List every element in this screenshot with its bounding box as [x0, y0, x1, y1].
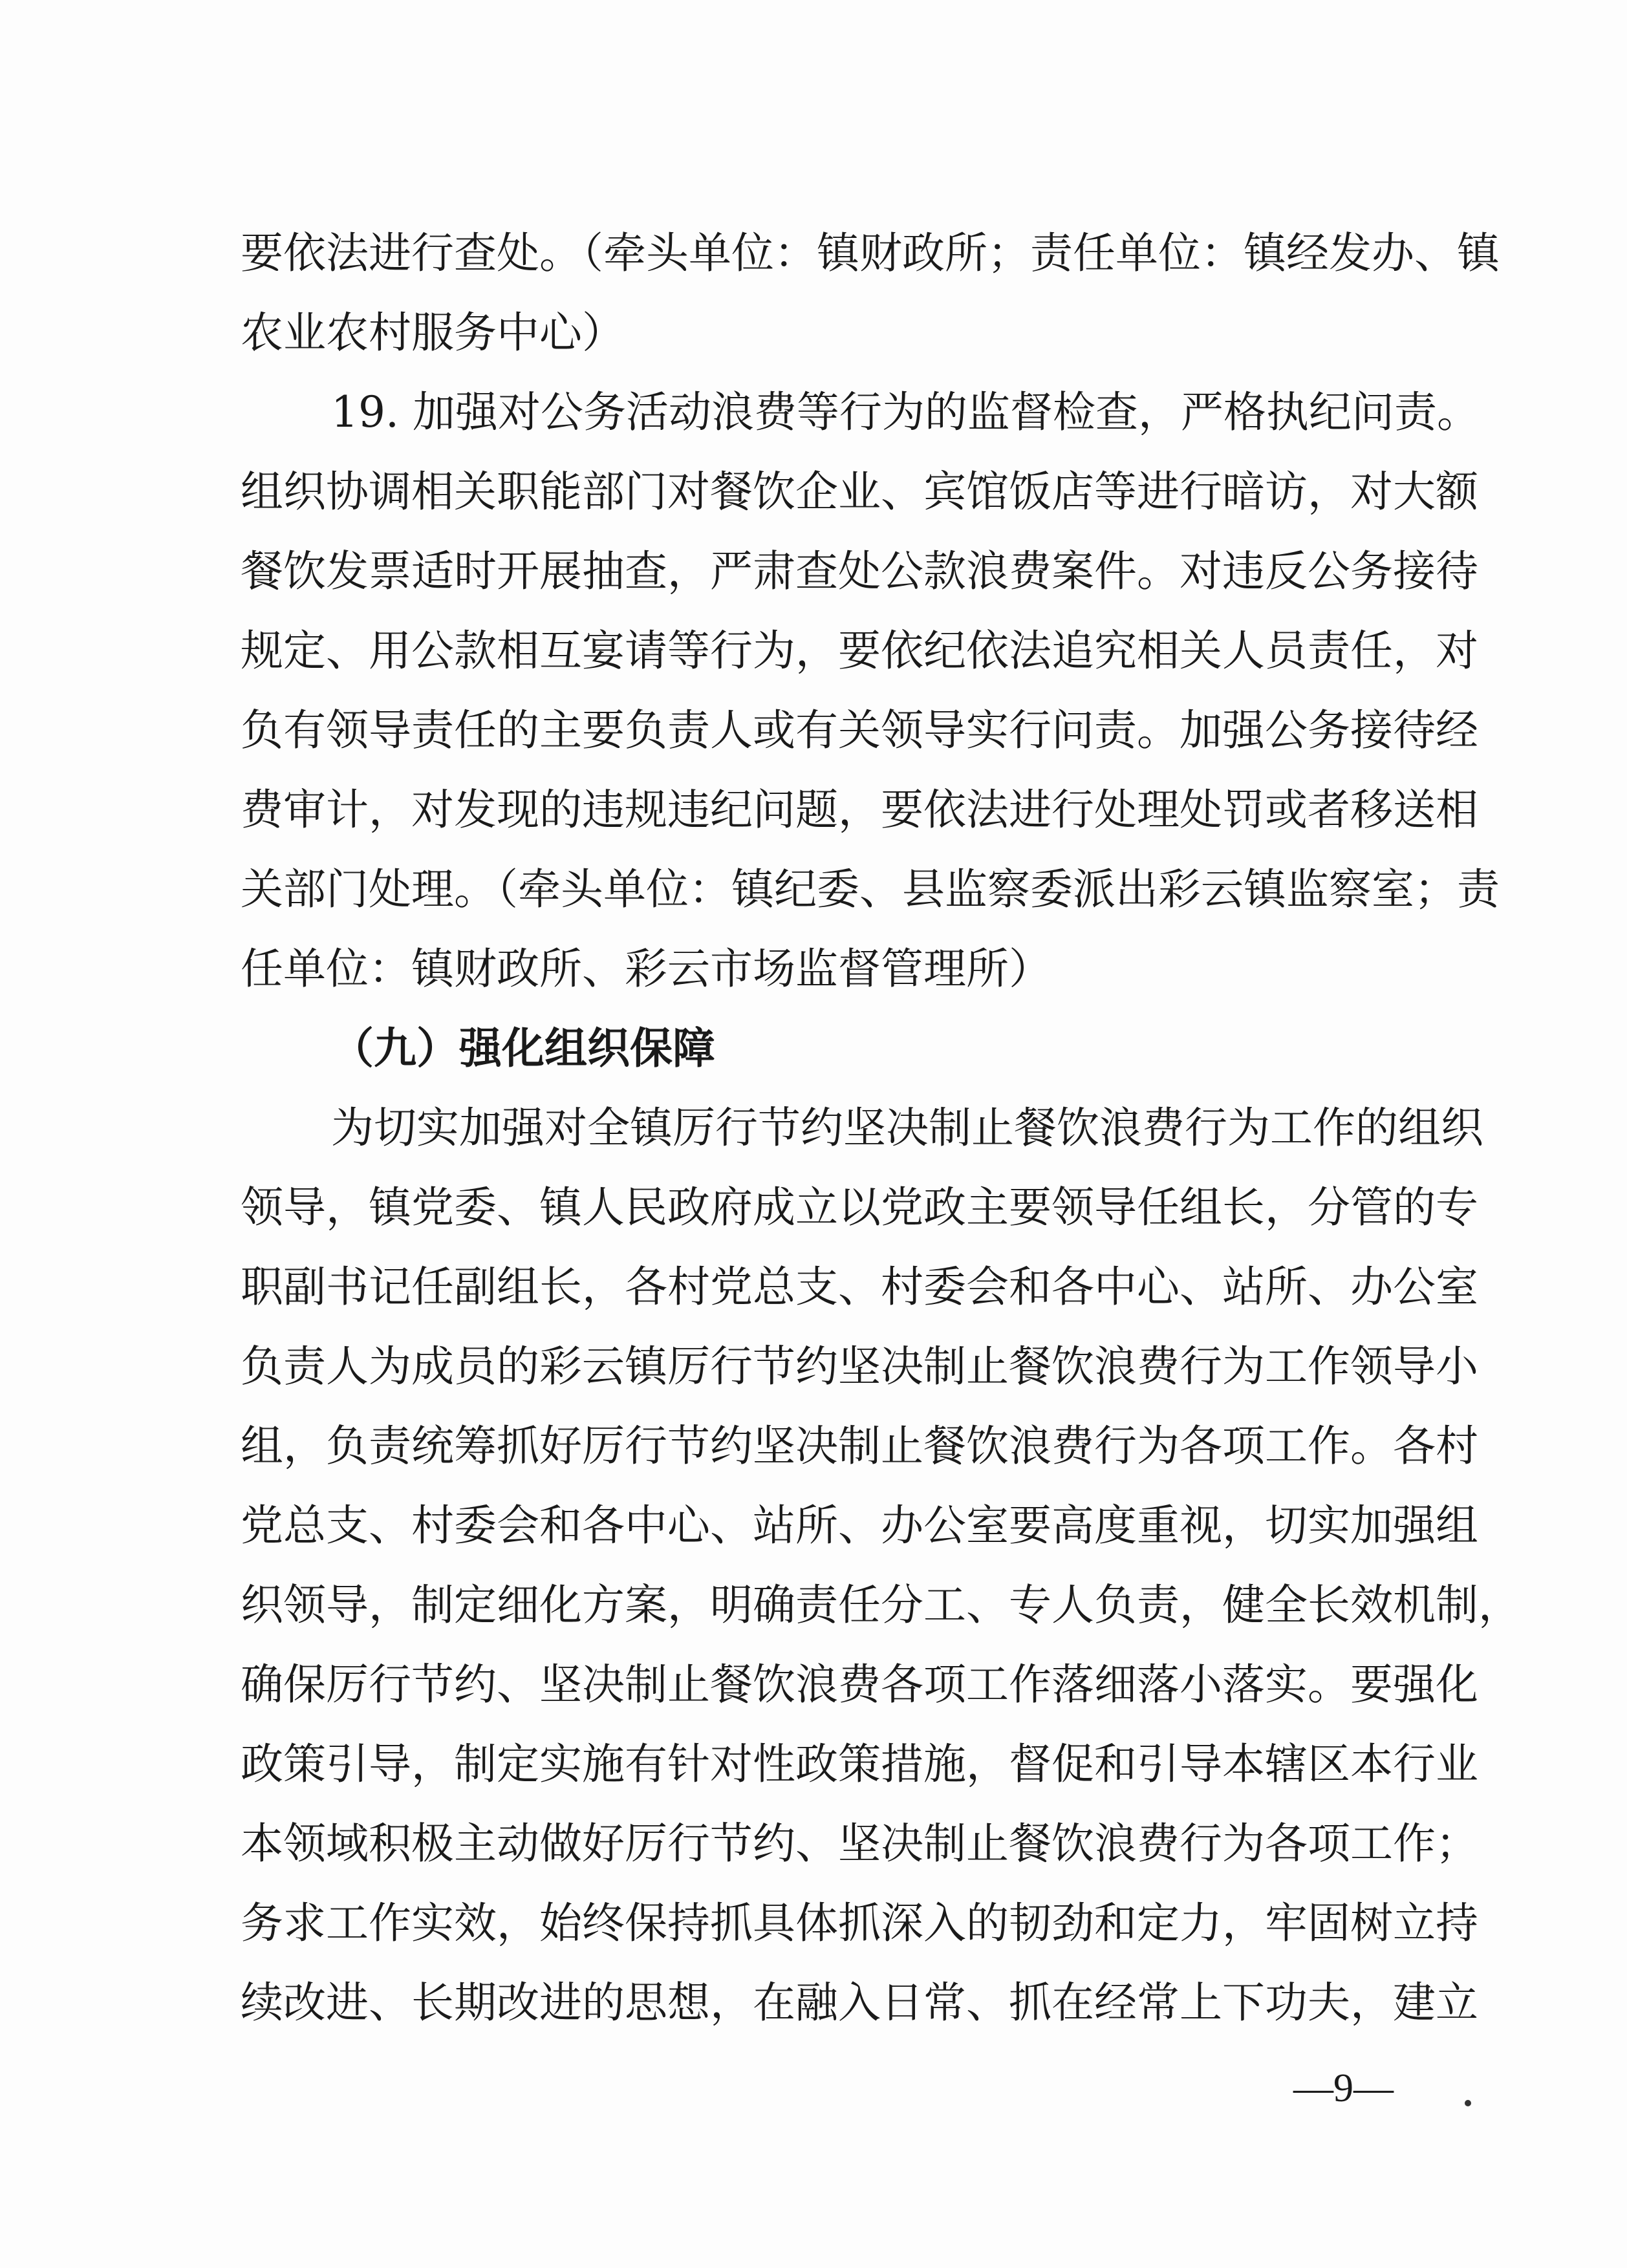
paragraph-line: 负有领导责任的主要负责人或有关领导实行问责。加强公务接待经 [241, 705, 1478, 755]
paragraph-line: 费审计，对发现的违规违纪问题，要依法进行处理处罚或者移送相 [241, 785, 1478, 835]
paragraph-line: 务求工作实效，始终保持抓具体抓深入的韧劲和定力，牢固树立持 [241, 1898, 1478, 1948]
paragraph-line: 关部门处理。（牵头单位：镇纪委、县监察委派出彩云镇监察室；责 [241, 864, 1500, 914]
paragraph-line: 织领导，制定细化方案，明确责任分工、专人负责，健全长效机制， [241, 1580, 1521, 1630]
paragraph-line: 要依法进行查处。（牵头单位：镇财政所；责任单位：镇经发办、镇 [241, 228, 1500, 278]
paragraph-line: 农业农村服务中心） [241, 308, 625, 358]
paragraph-line: 餐饮发票适时开展抽查，严肃查处公款浪费案件。对违反公务接待 [241, 546, 1478, 596]
paragraph-line: 领导，镇党委、镇人民政府成立以党政主要领导任组长，分管的专 [241, 1182, 1478, 1232]
page-number: —9— [1293, 2066, 1394, 2110]
paragraph-line: 组织协调相关职能部门对餐饮企业、宾馆饭店等进行暗访，对大额 [241, 467, 1478, 517]
paragraph-line: 本领域积极主动做好厉行节约、坚决制止餐饮浪费行为各项工作； [241, 1819, 1478, 1868]
paragraph-line: 政策引导，制定实施有针对性政策措施，督促和引导本辖区本行业 [241, 1739, 1478, 1789]
paragraph-line: 确保厉行节约、坚决制止餐饮浪费各项工作落细落小落实。要强化 [241, 1660, 1478, 1709]
paragraph-line: 任单位：镇财政所、彩云市场监督管理所） [241, 944, 1051, 994]
paragraph-line: 职副书记任副组长，各村党总支、村委会和各中心、站所、办公室 [241, 1262, 1478, 1312]
section-heading: （九）强化组织保障 [331, 1023, 715, 1073]
paragraph-line: 续改进、长期改进的思想，在融入日常、抓在经常上下功夫，建立 [241, 1978, 1478, 2027]
paragraph-line: 19. 加强对公务活动浪费等行为的监督检查，严格执纪问责。 [331, 387, 1480, 437]
paragraph-line: 规定、用公款相互宴请等行为，要依纪依法追究相关人员责任，对 [241, 626, 1478, 676]
paragraph-line: 为切实加强对全镇厉行节约坚决制止餐饮浪费行为工作的组织 [331, 1103, 1483, 1153]
scan-speck [1465, 2100, 1471, 2106]
paragraph-line: 党总支、村委会和各中心、站所、办公室要高度重视，切实加强组 [241, 1501, 1478, 1550]
paragraph-line: 负责人为成员的彩云镇厉行节约坚决制止餐饮浪费行为工作领导小 [241, 1342, 1478, 1391]
paragraph-line: 组，负责统筹抓好厉行节约坚决制止餐饮浪费行为各项工作。各村 [241, 1421, 1478, 1471]
body-text [241, 213, 1521, 2042]
